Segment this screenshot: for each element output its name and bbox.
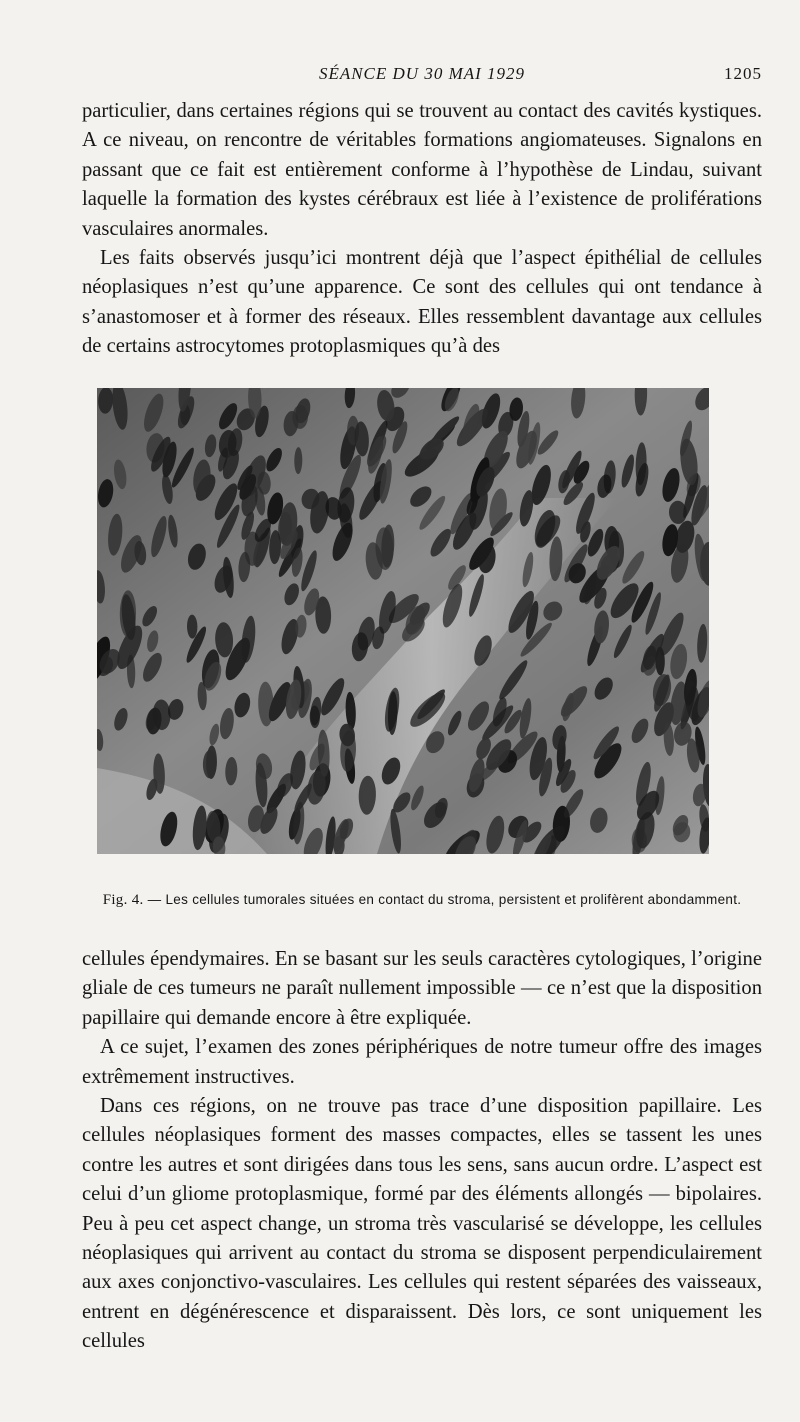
micrograph-figure <box>97 388 709 854</box>
paragraph: A ce sujet, l’examen des zones périphériques de notre tumeur offre des images extrêmement instructives. <box>82 1036 762 1088</box>
figure-label: Fig. 4. <box>102 892 144 908</box>
running-title: SÉANCE DU 30 MAI 1929 <box>318 64 526 83</box>
body-text-top <box>82 97 762 362</box>
body-text-bottom <box>82 945 762 1357</box>
figure-caption <box>82 892 762 909</box>
paragraph: particulier, dans certaines régions qui se trouvent au contact des cavités kystiques. A ce niveau, on rencontre de véritables formations angiomateuses. Signalons en passant que ce fait est entièrement conforme à l’hypothèse de Lindau, suivant laquelle la formation des kystes cérébraux est liée à l’existence de proliférations vasculaires anormales. <box>82 100 762 240</box>
paragraph: Dans ces régions, on ne trouve pas trace d’une disposition papillaire. Les cellules néoplasiques forment des masses compactes, elles se tassent les unes contre les autres et sont dirigées dans tous les sens, sans aucun ordre. L’aspect est celui d’un gliome protoplasmique, formé par des éléments allongés — bipolaires. Peu à peu cet aspect change, un stroma très vascularisé se développe, les cellules néoplasiques qui arrivent au contact du stroma se disposent perpendiculairement aux axes conjonctivo-vasculaires. Les cellules qui restent séparées des vaisseaux, entrent en dégénérescence et disparaissent. Dès lors, ce sont uniquement les cellules <box>82 1095 762 1353</box>
figure-caption-text: — Les cellules tumorales situées en contact du stroma, persistent et prolifèrent abondamment. <box>147 892 742 907</box>
page-number: 1205 <box>724 64 762 83</box>
paragraph: cellules épendymaires. En se basant sur les seuls caractères cytologiques, l’origine gliale de ces tumeurs ne paraît nullement impossible — ce n’est que la disposition papillaire qui demande encore à être expliquée. <box>82 948 762 1029</box>
paragraph: Les faits observés jusqu’ici montrent déjà que l’aspect épithélial de cellules néoplasiques n’est qu’une apparence. Ce sont des cellules qui ont tendance à s’anastomoser et à former des réseaux. Elles ressemblent davantage aux cellules de certains astrocytomes protoplasmiques qu’à des <box>82 247 762 358</box>
micrograph-image <box>97 388 709 854</box>
running-head <box>82 64 762 90</box>
